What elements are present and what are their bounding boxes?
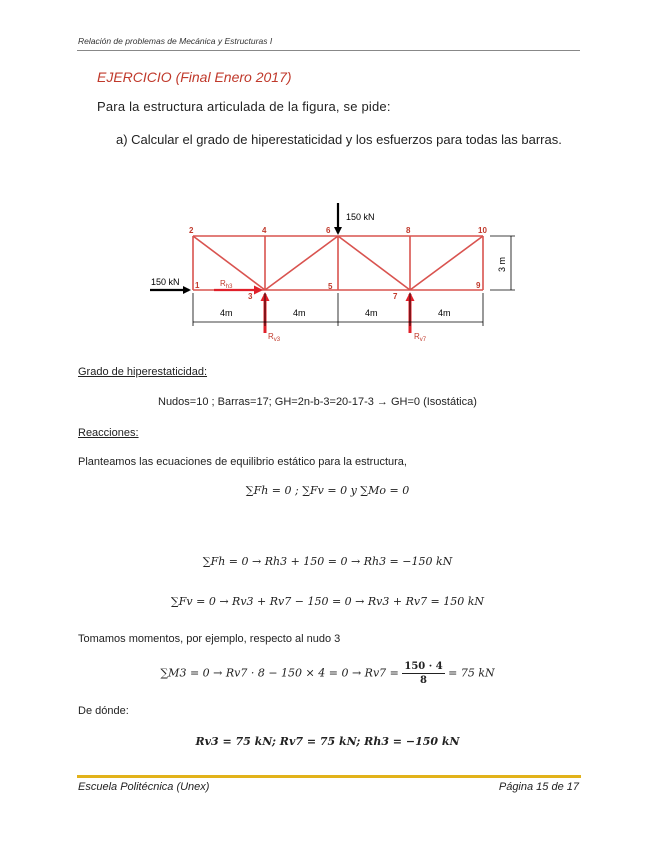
equation-fh: ∑Fh = 0 → Rh3 + 150 = 0 → Rh3 = −150 kN: [202, 555, 453, 568]
span-dimension-lines: [193, 236, 515, 326]
node-label-7: 7: [393, 292, 398, 301]
footer-left: Escuela Politécnica (Unex): [78, 781, 210, 793]
reacciones-heading: Reacciones:: [78, 427, 139, 439]
node-label-4: 4: [262, 226, 267, 235]
equation-m3-denominator: 8: [420, 675, 428, 686]
equation-m3-fraction: [402, 660, 444, 687]
truss-figure: [140, 200, 520, 345]
page-header: Relación de problemas de Mecánica y Estructuras I: [78, 36, 273, 46]
span-label-2: 4m: [293, 308, 306, 318]
svg-text:Rv7: [414, 332, 427, 343]
moments-intro: Tomamos momentos, por ejemplo, respecto al nudo 3: [78, 633, 341, 645]
node-label-9: 9: [476, 281, 481, 290]
load-top-label: 150 kN: [346, 212, 375, 222]
node-label-2: 2: [189, 226, 194, 235]
equation-m3: [0, 660, 655, 687]
node-label-1: 1: [195, 281, 200, 290]
equation-fv: ∑Fv = 0 → Rv3 + Rv7 − 150 = 0 → Rv3 + Rv7 = 150 kN: [170, 595, 485, 608]
node-label-3: 3: [248, 292, 253, 301]
footer-page-number: Página 15 de 17: [498, 781, 579, 793]
reacciones-intro: Planteamos las ecuaciones de equilibrio estático para la estructura,: [78, 456, 407, 468]
grado-formula: Nudos=10 ; Barras=17; GH=2n-b-3=20-17-3 → GH=0 (Isostática): [158, 396, 477, 408]
bar-2-3: [193, 236, 265, 290]
bar-6-7: [338, 236, 410, 290]
reaction-v7-label: R: [414, 332, 420, 341]
reaction-v3-sub: v3: [273, 337, 281, 343]
exercise-item-a: a) Calcular el grado de hiperestaticidad y los esfuerzos para todas las barras.: [116, 132, 562, 147]
equation-m3-numerator: 150 · 4: [404, 661, 443, 672]
exercise-intro: Para la estructura articulada de la figura, se pide:: [97, 99, 391, 114]
height-label: 3 m: [497, 256, 507, 272]
reaction-h3-sub: h3: [225, 284, 233, 290]
footer-divider: [77, 775, 581, 778]
grado-heading: Grado de hiperestaticidad:: [78, 366, 208, 378]
node-label-5: 5: [328, 282, 333, 291]
de-donde: De dónde:: [78, 705, 129, 717]
equation-m3-right: = 75 kN: [448, 666, 495, 680]
load-left-label: 150 kN: [151, 277, 180, 287]
svg-text:Rv3: [268, 332, 281, 343]
reaction-v7-sub: v7: [419, 337, 427, 343]
node-label-10: 10: [478, 226, 487, 235]
header-divider: [77, 50, 580, 51]
result-equation: Rv3 = 75 kN; Rv7 = 75 kN; Rh3 = −150 kN: [195, 735, 460, 748]
node-label-8: 8: [406, 226, 411, 235]
reaction-v3-label: R: [268, 332, 274, 341]
bar-7-10: [410, 236, 483, 290]
span-label-1: 4m: [220, 308, 233, 318]
span-label-3: 4m: [365, 308, 378, 318]
equation-general: ∑Fh = 0 ; ∑Fv = 0 y ∑Mo = 0: [245, 484, 410, 497]
reaction-h3-label: R: [220, 279, 226, 288]
span-label-4: 4m: [438, 308, 451, 318]
exercise-title: EJERCICIO (Final Enero 2017): [97, 69, 292, 85]
svg-text:Rh3: [220, 279, 233, 290]
node-label-6: 6: [326, 226, 331, 235]
equation-m3-left: ∑M3 = 0 → Rv7 · 8 − 150 × 4 = 0 → Rv7 =: [160, 666, 399, 680]
truss-bars: [193, 236, 483, 290]
